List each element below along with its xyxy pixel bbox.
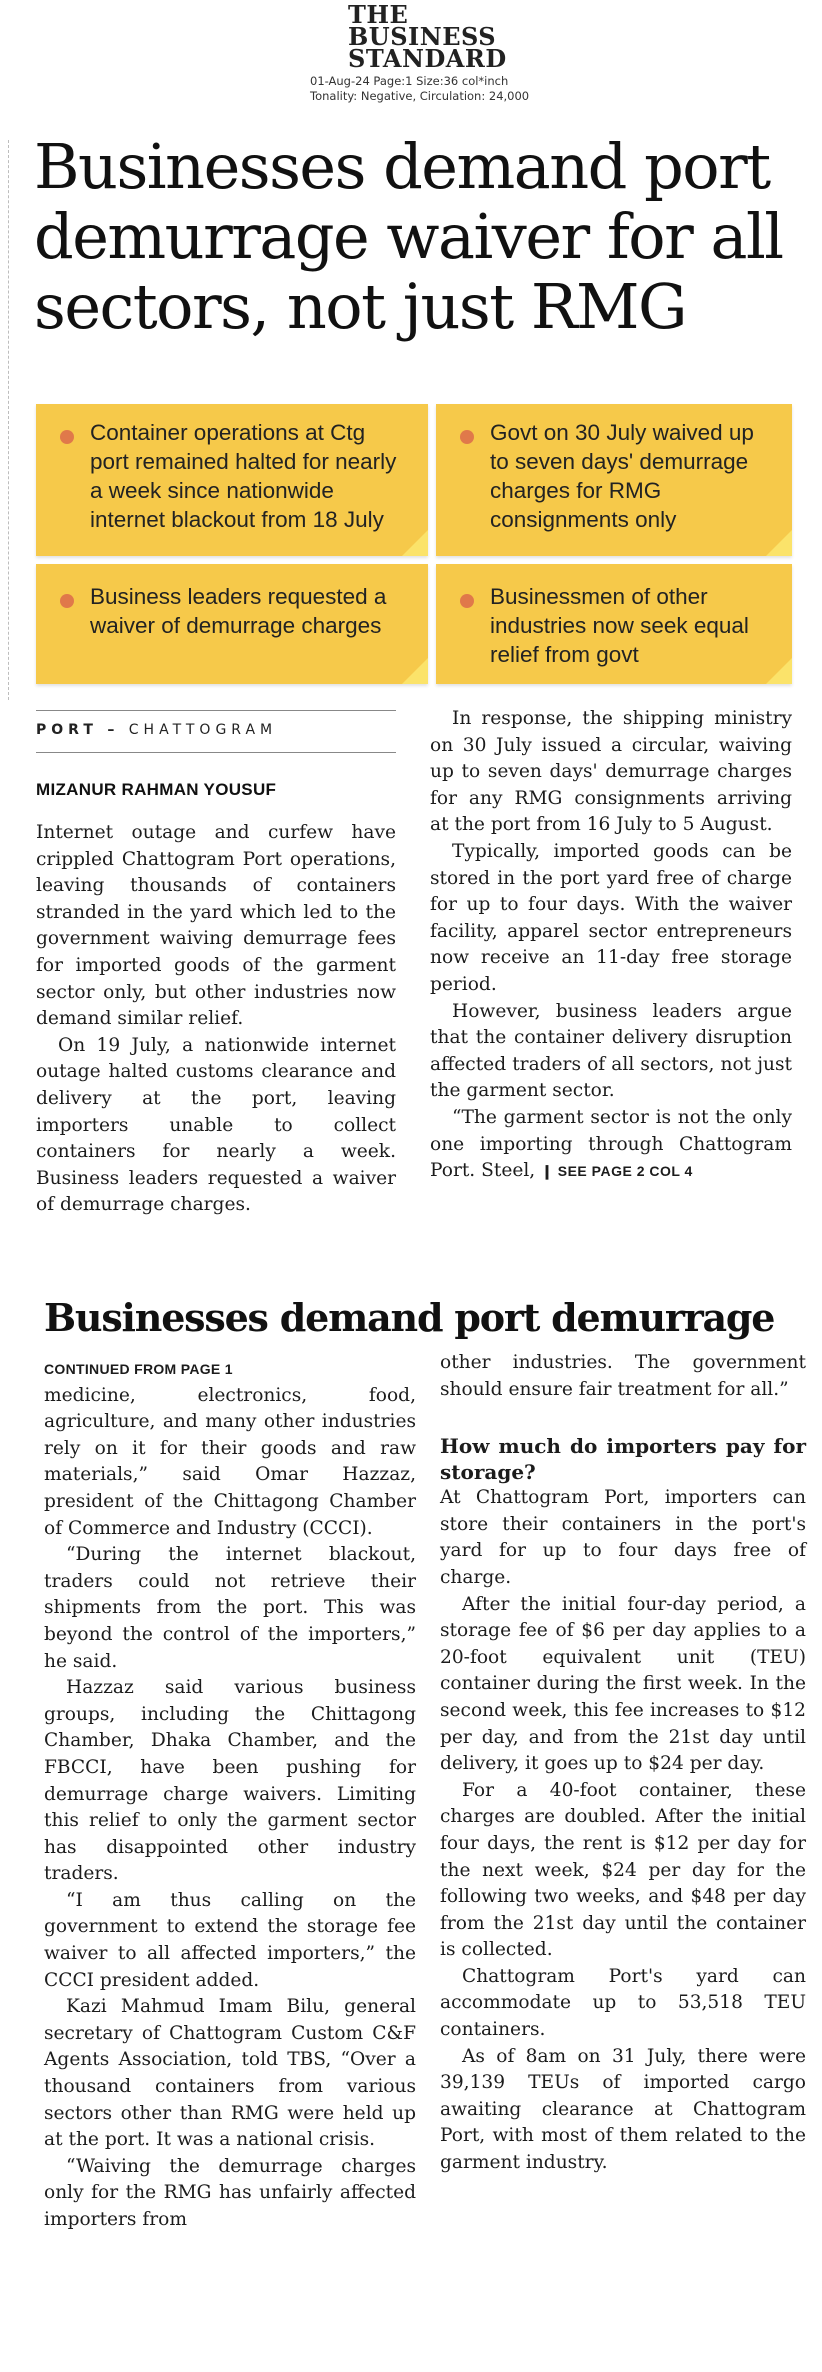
page-fold-icon (766, 530, 792, 556)
highlight-text: Businessmen of other industries now seek equal relief from govt (490, 584, 749, 667)
paragraph: However, business leaders argue that the container delivery disruption affected traders of all sectors, not just the garment sector. (430, 1000, 792, 1102)
page-size-info: 01-Aug-24 Page:1 Size:36 col*inch (310, 74, 509, 88)
masthead (300, 0, 540, 104)
paragraph: Hazzaz said various business groups, including the Chittagong Chamber, Dhaka Chamber, and the FBCCI, have been pushing for demurrage charge waivers. Limiting this relief to only the garment sector has disappointed other industry traders. (44, 1677, 416, 1885)
clipping-meta (310, 74, 540, 104)
continuation-column-right (440, 1350, 806, 2177)
byline: MIZANUR RAHMAN YOUSUF (36, 780, 277, 799)
kicker-rule (36, 710, 396, 711)
publication-logo: THE BUSINESS STANDARD (348, 0, 507, 73)
highlight-card (436, 404, 792, 556)
page-fold-icon (766, 658, 792, 684)
paragraph: medicine, electronics, food, agriculture, and many other industries rely on it for their goods and raw materials,” said Omar Hazzaz, president of the Chittagong Chamber of Commerce and Industry (CCCI). (44, 1384, 416, 1539)
highlight-card (36, 404, 428, 556)
paragraph: “I am thus calling on the government to extend the storage fee waiver to all affected importers,” the CCCI president added. (44, 1889, 416, 1991)
paragraph: “During the internet blackout, traders could not retrieve their shipments from the port. This was beyond the control of the importers,” he said. (44, 1544, 416, 1672)
paragraph: At Chattogram Port, importers can store their containers in the port's yard for up to four days free of charge. (440, 1487, 806, 1588)
highlight-card (436, 564, 792, 684)
highlight-text: Business leaders requested a waiver of demurrage charges (90, 584, 387, 638)
highlight-text: Govt on 30 July waived up to seven days' demurrage charges for RMG consignments only (490, 420, 754, 532)
continuation-headline: Businesses demand port demurrage (44, 1295, 775, 1340)
continuation-column-left (44, 1356, 416, 2234)
paragraph: After the initial four-day period, a storage fee of $6 per day applies to a 20-foot equivalent unit (TEU) container during the first week. In the second week, this fee increases to $12 per day, and from the 21st day until delivery, it goes up to $24 per day. (440, 1593, 806, 1775)
paragraph: As of 8am on 31 July, there were 39,139 TEUs of imported cargo awaiting clearance at Chattogram Port, with most of them related to the garment industry. (440, 2045, 806, 2174)
section-kicker: PORT – CHATTOGRAM (36, 722, 278, 738)
paragraph: Typically, imported goods can be stored in the port yard free of charge for up to four days. With the waiver facility, apparel sector entrepreneurs now receive an 11-day free storage period. (430, 840, 792, 995)
continued-from-label: CONTINUED FROM PAGE 1 (44, 1361, 233, 1377)
bullet-dot-icon (60, 594, 74, 608)
body-column-left (36, 820, 396, 1219)
article-headline: Businesses demand port demurrage waiver for all sectors, not just RMG (34, 130, 783, 343)
see-page-reference: ❙ SEE PAGE 2 COL 4 (541, 1163, 693, 1180)
margin-rule (8, 140, 9, 700)
bullet-dot-icon (60, 430, 74, 444)
highlight-card (36, 564, 428, 684)
paragraph: For a 40-foot container, these charges are doubled. After the initial four days, the rent is $12 per day for the next week, $24 per day for the following two weeks, and $48 per day from the 21st day until the container is collected. (440, 1779, 806, 1961)
paragraph: On 19 July, a nationwide internet outage halted customs clearance and delivery at the port, leaving importers unable to collect containers for nearly a week. Business leaders requested a waiver of demurrage charges. (36, 1034, 396, 1216)
page-fold-icon (402, 658, 428, 684)
kicker-rule (36, 752, 396, 753)
body-column-right (430, 706, 792, 1185)
paragraph: “The garment sector is not the only one importing through Chattogram Port. Steel, ❙ SEE PAGE 2 COL 4 (430, 1106, 792, 1182)
paragraph: In response, the shipping ministry on 30 July issued a circular, waiving up to seven days' demurrage charges for any RMG consignments arriving at the port from 16 July to 5 August. (430, 708, 792, 836)
bullet-dot-icon (460, 430, 474, 444)
subheading: How much do importers pay for storage? (440, 1434, 806, 1485)
paragraph: Internet outage and curfew have crippled Chattogram Port operations, leaving thousands of containers stranded in the yard which led to the government waiving demurrage fees for imported goods of the garment sector only, but other industries now demand similar relief. (36, 822, 396, 1030)
tonality-info: Tonality: Negative, Circulation: 24,000 (310, 89, 530, 103)
paragraph: Chattogram Port's yard can accommodate up to 53,518 TEU containers. (440, 1965, 806, 2041)
bullet-dot-icon (460, 594, 474, 608)
highlight-text: Container operations at Ctg port remained halted for nearly a week since nationwide internet blackout from 18 July (90, 420, 397, 532)
paragraph: other industries. The government should ensure fair treatment for all.” (440, 1352, 806, 1400)
paragraph: “Waiving the demurrage charges only for the RMG has unfairly affected importers from (44, 2155, 416, 2230)
paragraph: Kazi Mahmud Imam Bilu, general secretary of Chattogram Custom C&F Agents Association, told TBS, “Over a thousand containers from various sectors other than RMG were held up at the port. It was a national crisis. (44, 1996, 416, 2151)
page-fold-icon (402, 530, 428, 556)
